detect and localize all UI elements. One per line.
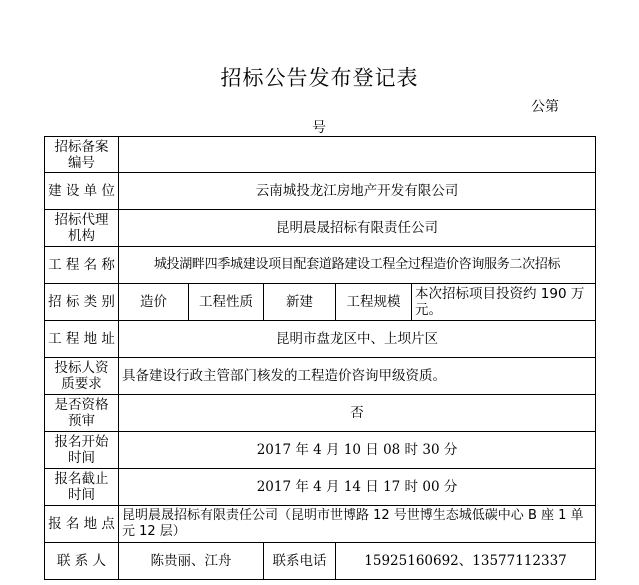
filing-number-value [119,137,596,173]
registration-start-value: 2017 年 4 月 10 日 08 时 30 分 [119,432,596,469]
row-agency [45,210,596,247]
prequalification-value: 否 [119,395,596,432]
registration-form-table [44,136,596,580]
form-title: 招标公告发布登记表 [220,66,419,90]
row-qualification [45,358,596,395]
project-name-value: 城投湖畔四季城建设项目配套道路建设工程全过程造价咨询服务二次招标 [119,247,596,284]
location-value: 昆明市盘龙区中、上坝片区 [119,321,596,358]
prequalification-label: 是否资格预审 [45,395,119,432]
agency-label: 招标代理机构 [45,210,119,247]
project-name-label: 工 程 名 称 [45,247,119,284]
project-nature-label: 工程性质 [189,284,264,321]
row-registration-start [45,432,596,469]
contact-value: 陈贵丽、江舟 [119,543,264,580]
registration-end-value: 2017 年 4 月 14 日 17 时 00 分 [119,469,596,506]
registration-start-label: 报名开始时间 [45,432,119,469]
registration-end-label: 报名截止时间 [45,469,119,506]
row-location [45,321,596,358]
contact-phone-label: 联系电话 [264,543,336,580]
row-category [45,284,596,321]
category-label: 招 标 类 别 [45,284,119,321]
contact-phone-value: 15925160692、13577112337 [336,543,596,580]
project-scale-label: 工程规模 [336,284,412,321]
announcement-number-suffix: 号 [312,120,326,136]
row-filing-number [45,137,596,173]
employer-value: 云南城投龙江房地产开发有限公司 [119,173,596,210]
row-employer [45,173,596,210]
filing-number-label: 招标备案编号 [45,137,119,173]
employer-label: 建 设 单 位 [45,173,119,210]
row-contact [45,543,596,580]
qualification-value: 具备建设行政主管部门核发的工程造价咨询甲级资质。 [119,358,596,395]
project-nature-value: 新建 [264,284,336,321]
project-scale-value: 本次招标项目投资约 190 万元。 [412,284,596,321]
agency-value: 昆明晨晟招标有限责任公司 [119,210,596,247]
contact-label: 联 系 人 [45,543,119,580]
qualification-label: 投标人资质要求 [45,358,119,395]
row-registration-place [45,506,596,543]
row-prequalification [45,395,596,432]
registration-place-label: 报 名 地 点 [45,506,119,543]
row-registration-end [45,469,596,506]
location-label: 工 程 地 址 [45,321,119,358]
announcement-number-prefix: 公第 [531,99,559,115]
category-type-value: 造价 [119,284,189,321]
row-project-name [45,247,596,284]
registration-place-value: 昆明晨晟招标有限责任公司（昆明市世博路 12 号世博生态城低碳中心 B 座 1 单元 12 层） [119,506,596,543]
